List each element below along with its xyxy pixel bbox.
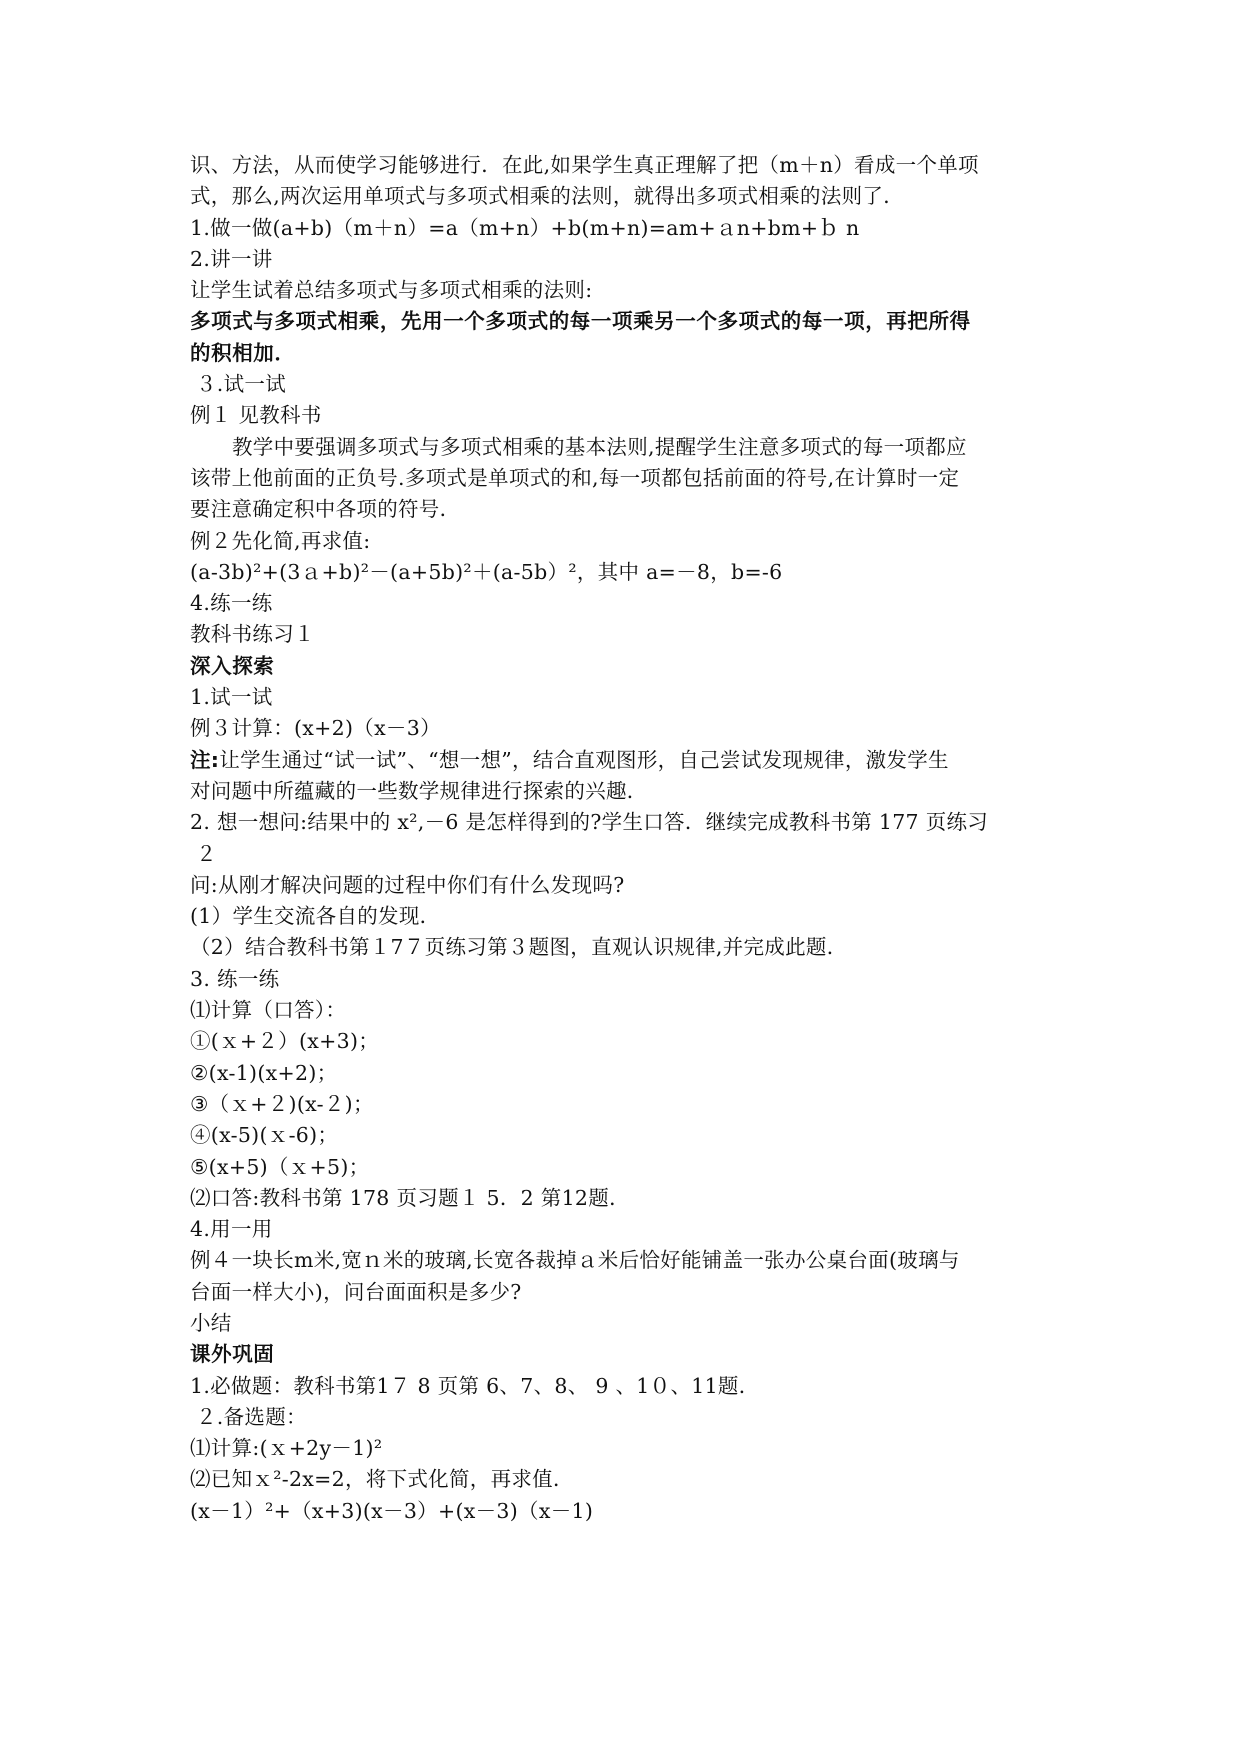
section-heading: 4.练一练 — [190, 591, 273, 616]
text-line: (1）学生交流各自的发现． — [190, 904, 441, 929]
formula-line: (a-3b)²+(3ａ+b)²－(a+5b)²＋(a-5b）²，其中 a=－8，b=-6 — [190, 559, 783, 584]
document-body — [190, 150, 1060, 1527]
rule-statement: 的积相加． — [190, 340, 296, 365]
text-line: 台面一样大小)，问台面面积是多少? — [190, 1279, 522, 1304]
text-line: 识、方法，从而使学习能够进行．在此,如果学生真正理解了把（m＋n）看成一个单项 — [190, 153, 979, 177]
section-heading: 3. 练一练 — [190, 966, 280, 991]
exercise-item: ⑤(x+5)（ｘ+5)； — [190, 1154, 370, 1179]
exercise-item: ③（ｘ+２)(x-２)； — [190, 1091, 374, 1116]
section-title: 深入探索 — [190, 653, 275, 678]
formula-line: (x－1）²+（x+3)(x－3）+(x－3)（x－1) — [190, 1498, 594, 1523]
note-text: 让学生通过“试一试”、“想一想”，结合直观图形，自己尝试发现规律，激发学生 — [219, 747, 949, 772]
text-line: 要注意确定积中各项的符号． — [190, 497, 461, 522]
example-heading: 例２先化简,再求值: — [190, 528, 371, 553]
example-heading: 例１ 见教科书 — [190, 403, 322, 428]
section-heading: 2.讲一讲 — [190, 246, 273, 271]
section-heading: 小结 — [190, 1310, 232, 1335]
section-heading: ３.试一试 — [196, 372, 287, 397]
text-line: 问:从刚才解决问题的过程中你们有什么发现吗? — [190, 872, 625, 897]
text-line: 1.必做题：教科书第1７ 8 页第 6、7、8、 9 、1０、11题． — [190, 1373, 760, 1398]
text-line: 教科书练习１ — [190, 622, 315, 647]
note-label: 注: — [190, 747, 220, 772]
text-line: 式，那么,两次运用单项式与多项式相乘的法则，就得出多项式相乘的法则了． — [190, 184, 905, 209]
note-line — [190, 745, 1060, 776]
section-heading: 4.用一用 — [190, 1217, 273, 1242]
section-heading: 1.试一试 — [190, 685, 273, 710]
text-line: 对问题中所蕴藏的一些数学规律进行探索的兴趣． — [190, 778, 648, 803]
text-line: 教学中要强调多项式与多项式相乘的基本法则,提醒学生注意多项式的每一项都应 — [232, 434, 967, 459]
text-line: ２ — [196, 841, 217, 866]
text-line: 1.做一做(a+b)（m＋n）=a（m+n）+b(m+n)=am+ａn+bm+ｂ n — [190, 215, 860, 240]
section-heading: ２.备选题： — [196, 1404, 307, 1429]
text-line: （2）结合教科书第１7７页练习第３题图，直观认识规律,并完成此题． — [190, 935, 848, 960]
text-line: 让学生试着总结多项式与多项式相乘的法则: — [190, 278, 593, 303]
text-line: ⑴计算（口答）： — [190, 998, 347, 1023]
exercise-item: ⑴计算:(ｘ+2y－1)² — [190, 1436, 383, 1461]
rule-statement: 多项式与多项式相乘，先用一个多项式的每一项乘另一个多项式的每一项，再把所得 — [190, 309, 971, 334]
text-line: 2. 想一想问:结果中的 x²,－6 是怎样得到的?学生口答．继续完成教科书第 177 页练习 — [190, 810, 989, 835]
text-line: 例４一块长m米,宽ｎ米的玻璃,长宽各裁掉ａ米后恰好能铺盖一张办公桌台面(玻璃与 — [190, 1248, 960, 1273]
text-line: ⑵口答:教科书第 178 页习题１ 5．2 第12题． — [190, 1185, 630, 1210]
example-heading: 例３计算：(x+2)（x－3） — [190, 716, 441, 741]
exercise-item: ①(ｘ+２）(x+3)； — [190, 1029, 380, 1054]
exercise-item: ⑵已知ｘ²-2x=2，将下式化简，再求值． — [190, 1467, 574, 1492]
exercise-item: ④(x-5)(ｘ-6)； — [190, 1123, 339, 1148]
section-title: 课外巩固 — [190, 1342, 275, 1367]
text-line: 该带上他前面的正负号.多项式是单项式的和,每一项都包括前面的符号,在计算时一定 — [190, 465, 960, 490]
exercise-item: ②(x-1)(x+2)； — [190, 1060, 338, 1085]
